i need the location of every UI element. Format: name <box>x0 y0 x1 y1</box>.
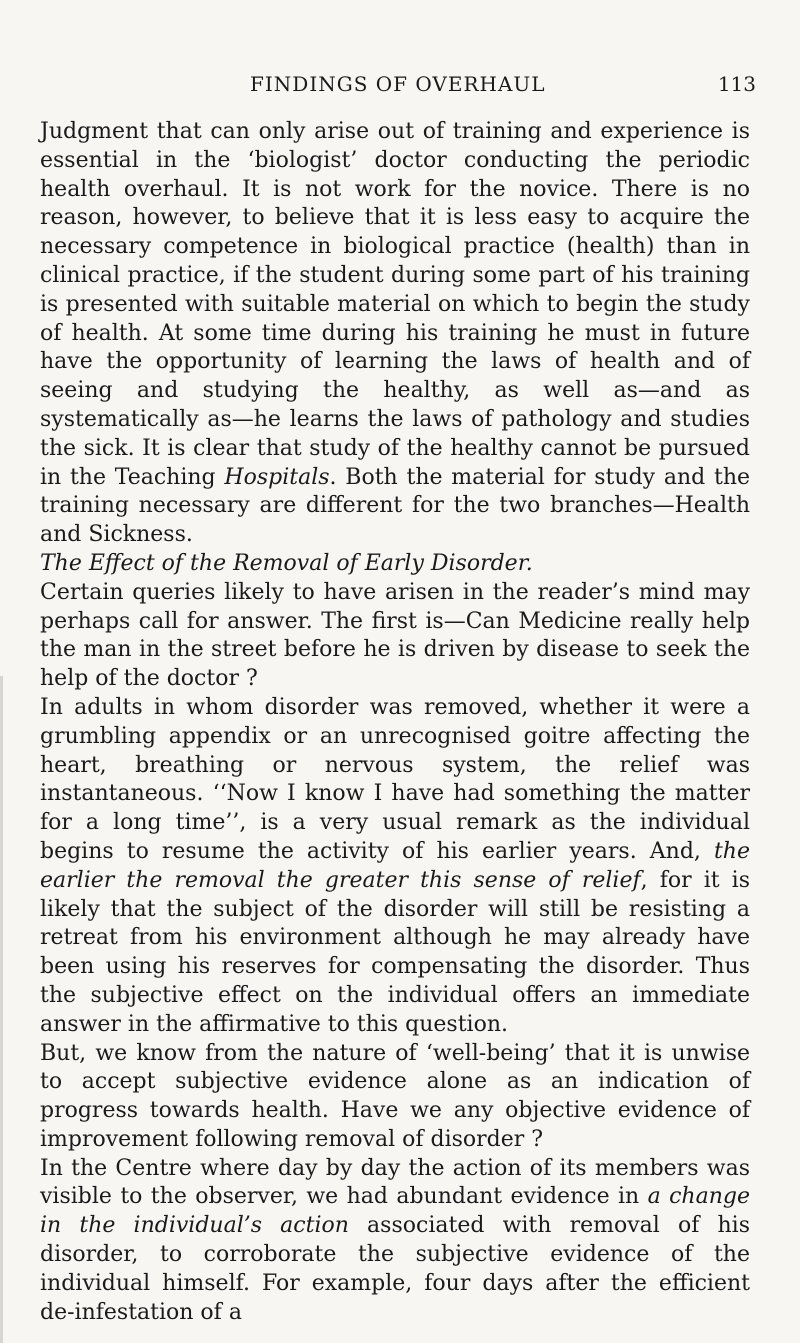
paragraph-5-italic: a change in the individual’s action <box>40 1184 750 1239</box>
section-heading: The Effect of the Removal of Early Disorder. <box>40 550 533 576</box>
page-edge-shadow <box>0 676 3 1343</box>
paragraph-5 <box>40 1155 750 1328</box>
running-head <box>40 72 760 102</box>
paragraph-2: Certain queries likely to have arisen in the reader’s mind may perhaps call for answer. The first is—Can Medicine really help the man in the street before he is driven by disease to seek the help of the doctor ? <box>40 579 750 692</box>
paragraph-1-end: . Both the material for study and the training necessary are different for the two branches—Health and Sickness. <box>40 464 751 548</box>
paragraph-3 <box>40 694 750 1040</box>
paragraph-4: But, we know from the nature of ‘well-being’ that it is unwise to accept subjective evidence alone as an indication of progress towards health. Have we any objective evidence of improvement following removal of disorder ? <box>40 1040 750 1152</box>
paragraph-5-end: associated with removal of his disorder, to corroborate the subjective evidence of the individual himself. For example, four days after the efficient de-infestation of a <box>40 1213 751 1325</box>
paragraph-3-italic: the earlier the removal the greater this sense of relief <box>40 838 750 893</box>
paragraph-1-italic: Hospitals <box>224 464 330 490</box>
paragraph-1 <box>40 118 750 550</box>
body-text <box>40 118 750 1327</box>
paragraph-3-end: , for it is likely that the subject of the disorder will still be resisting a retreat from his environment although he may already have been using his reserves for compensating the disorder. Thus the subjective effect on the individual offers an immediate answer in the affirmative to this question. <box>40 867 750 1037</box>
paragraph-1-text: Judgment that can only arise out of training and experience is essential in the ‘biologist’ doctor conducting the periodic health overhaul. It is not work for the novice. There is no reason, however, to believe that it is less easy to acquire the necessary competence in biological practice (health) than in clinical practice, if the student during some part of his training is presented with suitable material on which to begin the study of health. At some time during his training he must in future have the opportunity of learning the laws of health and of seeing and studying the healthy, as well as—and as systematically as—he learns the laws of pathology and studies the sick. It is clear that study of the healthy cannot be pursued in the Teaching <box>40 119 750 490</box>
running-title: FINDINGS OF OVERHAUL <box>250 72 546 96</box>
paragraph-5-text: In the Centre where day by day the action of its members was visible to the observer, we had abundant evidence in <box>40 1155 750 1210</box>
page-number: 113 <box>717 72 756 96</box>
paragraph-3-text: In adults in whom disorder was removed, whether it were a grumbling appendix or an unrecognised goitre affecting the heart, breathing or nervous system, the relief was instantaneous. ‘‘Now I know I have had something the matter for a long time’’, is a very usual remark as the individual begins to resume the activity of his earlier years. And, <box>40 694 750 864</box>
